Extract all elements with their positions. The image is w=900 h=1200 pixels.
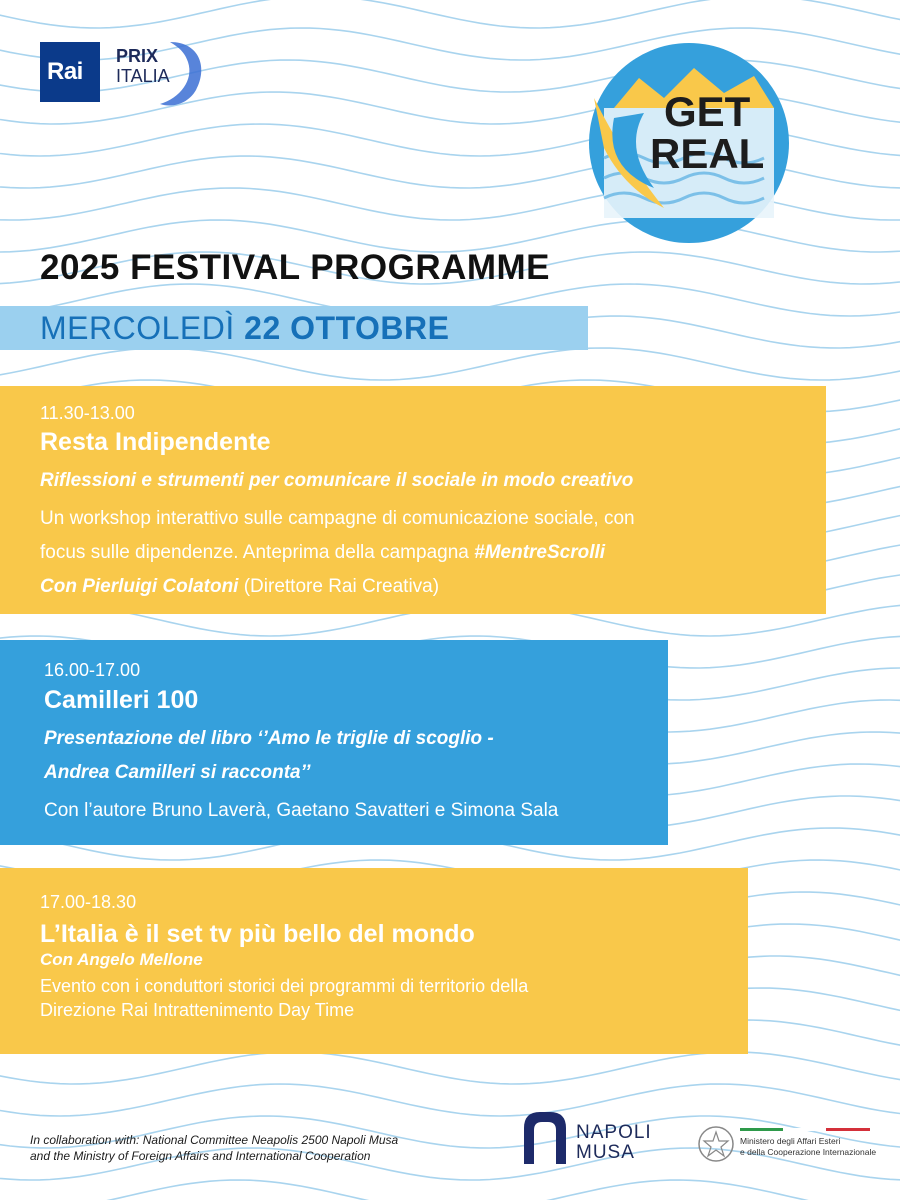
event-subtitle: Con Angelo Mellone [40,950,203,969]
event-time: 17.00-18.30 [40,892,137,912]
speaker-prefix: Con [40,576,83,597]
ministry-name-2: e della Cooperazione Internazionale [740,1147,877,1157]
wave-line [0,0,900,28]
wave-line [0,1052,900,1084]
date-day: MERCOLEDÌ [40,310,235,346]
getreal-line2: REAL [650,130,765,177]
collab-line-1: In collaboration with: National Committee Neapolis 2500 Napoli Musa [30,1133,399,1147]
wave-line [0,1084,900,1116]
collaboration-note [30,1132,398,1164]
wave-line [0,348,900,380]
napoli-word: NAPOLI [576,1122,652,1143]
getreal-line1: GET [664,88,751,135]
event-speaker [40,576,439,598]
italian-emblem-icon [696,1124,736,1164]
get-real-logo [584,38,794,248]
event-subtitle: Riflessioni e strumenti per comunicare il sociale in modo creativo [40,470,634,491]
hashtag: #MentreScrolli [474,542,606,563]
event-description: Evento con i conduttori storici dei programmi di territorio della [40,976,529,996]
event-title: Resta Indipendente [40,428,271,456]
event-description-2 [40,542,605,564]
event-description: Un workshop interattivo sulle campagne di comunicazione sociale, con [40,508,635,529]
description-text: focus sulle dipendenze. Anteprima della campagna [40,542,475,563]
event-title: L’Italia è il set tv più bello del mondo [40,920,475,948]
event-description: Con l’autore Bruno Laverà, Gaetano Savatteri e Simona Sala [44,800,559,821]
event-title: Camilleri 100 [44,686,199,714]
rai-logo-text: Rai [47,58,83,85]
ministry-logo [696,1122,876,1166]
rai-logo [40,42,100,102]
prix-word: PRIX [116,46,159,66]
speaker-role: (Direttore Rai Creativa) [238,576,440,597]
event-card-camilleri [0,640,668,845]
event-subtitle: Presentazione del libro ‘’Amo le triglie di scoglio - [44,728,494,749]
napoli-musa-mark-icon [520,1108,576,1168]
date-heading [40,310,449,347]
flag-stripe-icon [740,1128,870,1132]
collab-line-2: and the Ministry of Foreign Affairs and International Cooperation [30,1149,371,1163]
page-title: 2025 FESTIVAL PROGRAMME [40,248,551,287]
event-time: 11.30-13.00 [40,403,135,423]
event-description-2: Direzione Rai Intrattenimento Day Time [40,1000,355,1020]
speaker-name: Pierluigi Colatoni [82,576,239,597]
date-value: 22 OTTOBRE [244,310,450,346]
italia-word: ITALIA [116,66,170,86]
event-time: 16.00-17.00 [44,660,141,680]
wave-line [0,1180,900,1200]
event-card-italia-set-tv [0,868,748,1054]
ministry-name-1: Ministero degli Affari Esteri [740,1136,841,1146]
event-subtitle-2: Andrea Camilleri si racconta’’ [44,762,311,783]
event-card-resta-indipendente [0,386,826,614]
prix-italia-logo [110,38,210,108]
musa-word: MUSA [576,1142,635,1163]
napoli-musa-logo [520,1108,670,1168]
